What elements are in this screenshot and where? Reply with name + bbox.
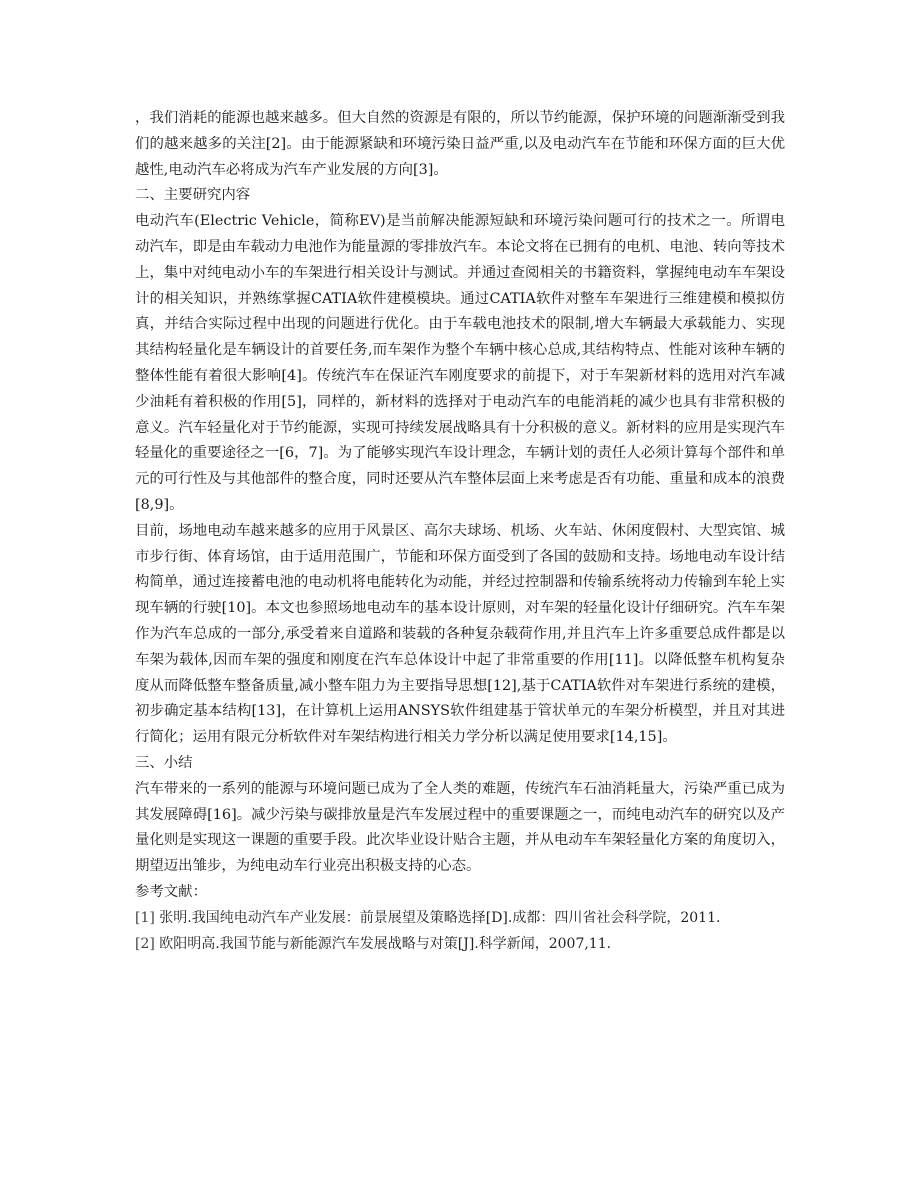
intro-paragraph: ，我们消耗的能源也越来越多。但大自然的资源是有限的，所以节约能源，保护环境的问题渐渐受到我们的越来越多的关注[2]。由于能源紧缺和环境污染日益严重,以及电动汽车在节能和环保方面的巨大优越性,电动汽车必将成为汽车产业发展的方向[3]。 [135,110,785,178]
reference-text: 张明.我国纯电动汽车产业发展：前景展望及策略选择[D].成都：四川省社会科学院，2011. [159,909,721,926]
reference-number: [2] [135,935,155,952]
references-heading: 参考文献： [135,883,207,900]
reference-text: 欧阳明高.我国节能与新能源汽车发展战略与对策[J].科学新闻，2007,11. [159,935,612,952]
document-page [135,106,785,957]
reference-item [135,906,785,932]
section2-paragraph-2: 目前，场地电动车越来越多的应用于风景区、高尔夫球场、机场、火车站、休闲度假村、大型宾馆、城市步行街、体育场馆，由于适用范围广，节能和环保方面受到了各国的鼓励和支持。场地电动车设计结构简单，通过连接蓄电池的电动机将电能转化为动能，并经过控制器和传输系统将动力传输到车轮上实现车辆的行驶[10]。本文也参照场地电动车的基本设计原则，对车架的轻量化设计仔细研究。汽车车架作为汽车总成的一部分,承受着来自道路和装载的各种复杂载荷作用,并且汽车上许多重要总成件都是以车架为载体,因而车架的强度和刚度在汽车总体设计中起了非常重要的作用[11]。以降低整车机构复杂度从而降低整车整备质量,减小整车阻力为主要指导思想[12],基于CATIA软件对车架进行系统的建模，初步确定基本结构[13]，在计算机上运用ANSYS软件组建基于管状单元的车架分析模型，并且对其进行简化；运用有限元分析软件对车架结构进行相关力学分析以满足使用要求[14,15]。 [135,522,785,746]
section2-heading: 二、主要研究内容 [135,187,251,204]
reference-item [135,932,785,958]
section3-paragraph: 汽车带来的一系列的能源与环境问题已成为了全人类的难题，传统汽车石油消耗量大，污染严重已成为其发展障碍[16]。减少污染与碳排放量是汽车发展过程中的重要课题之一，而纯电动汽车的研究以及产量化则是实现这一课题的重要手段。此次毕业设计贴合主题，并从电动车车架轻量化方案的角度切入，期望迈出雏步，为纯电动车行业亮出积极支持的心态。 [135,780,785,875]
section3-heading: 三、小结 [135,754,193,771]
section2-paragraph-1: 电动汽车(Electric Vehicle，简称EV)是当前解决能源短缺和环境污染问题可行的技术之一。所谓电动汽车，即是由车载动力电池作为能量源的零排放汽车。本论文将在已拥有的电机、电池、转向等技术上，集中对纯电动小车的车架进行相关设计与测试。并通过查阅相关的书籍资料，掌握纯电动车车架设计的相关知识，并熟练掌握CATIA软件建模模块。通过CATIA软件对整车车架进行三维建模和模拟仿真，并结合实际过程中出现的问题进行优化。由于车载电池技术的限制,增大车辆最大承载能力、实现其结构轻量化是车辆设计的首要任务,而车架作为整个车辆中核心总成,其结构特点、性能对该种车辆的整体性能有着很大影响[4]。传统汽车在保证汽车刚度要求的前提下，对于车架新材料的选用对汽车减少油耗有着积极的作用[5]，同样的，新材料的选择对于电动汽车的电能消耗的减少也具有非常积极的意义。汽车轻量化对于节约能源，实现可持续发展战略具有十分积极的意义。新材料的应用是实现汽车轻量化的重要途径之一[6，7]。为了能够实现汽车设计理念，车辆计划的责任人必须计算每个部件和单元的可行性及与其他部件的整合度，同时还要从汽车整体层面上来考虑是否有功能、重量和成本的浪费[8,9]。 [135,213,785,513]
reference-number: [1] [135,909,155,926]
